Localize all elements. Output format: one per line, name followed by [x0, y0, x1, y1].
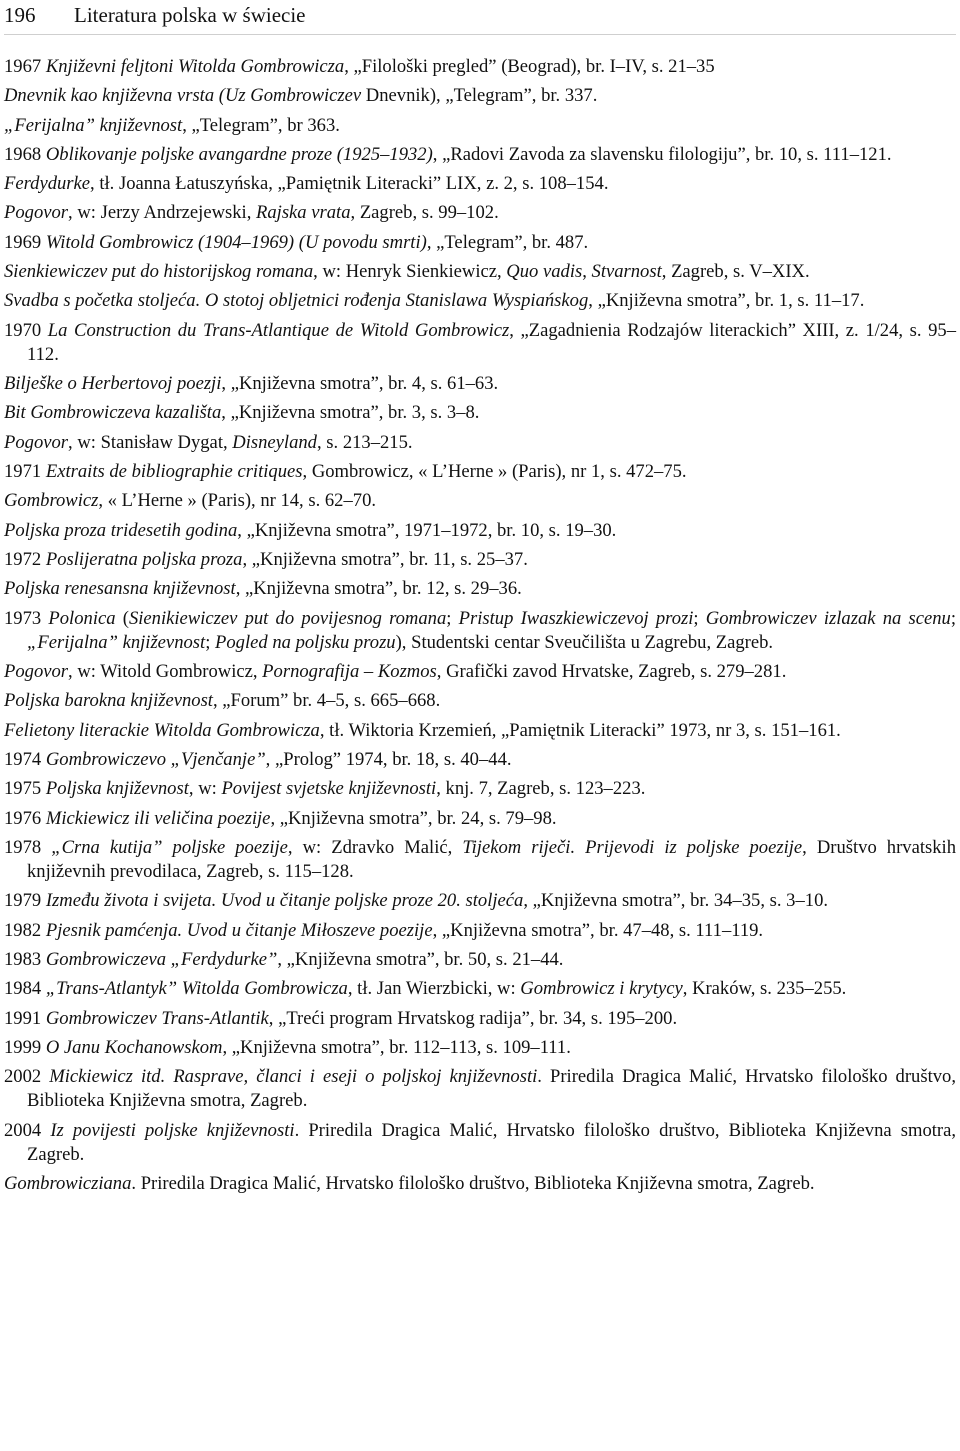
entry-title-italic: „Crna kutija” poljske poezije: [51, 836, 288, 858]
entry-title-italic: Rajska vrata: [256, 202, 351, 224]
entry-title-italic: Književni feljtoni Witolda Gombrowicza: [45, 56, 345, 77]
entry-text: , „Forum” br. 4–5, s. 665–668.: [212, 690, 441, 712]
bibliography-entry: [4, 836, 956, 884]
entry-title-italic: Svadba s početka stoljeća. O stotoj obljetnici rođenja Stanislawa Wyspiańskog: [4, 290, 589, 312]
entry-title-italic: Gombrowicz i krytycy: [520, 978, 683, 1000]
entry-year: 1978: [4, 836, 42, 858]
entry-title-italic: Pornografija – Kozmos: [262, 661, 437, 683]
bibliography-entry: [4, 114, 956, 138]
entry-title-italic: Mickiewicz itd. Rasprave, članci i eseji o poljskoj književnosti: [49, 1066, 538, 1088]
bibliography-entry: [4, 143, 956, 167]
bibliography-entry: [4, 519, 956, 543]
entry-year: 1976: [4, 807, 42, 829]
entry-title-italic: Pogovor: [4, 661, 69, 683]
entry-text: , w:: [188, 778, 222, 800]
bibliography-entry: [4, 319, 956, 367]
entry-year: 1969: [4, 231, 42, 253]
entry-text: , „Književna smotra”, br. 1, s. 11–17.: [588, 290, 865, 312]
entry-title-italic: Gombrowiczevo „Vjenčanje”: [45, 748, 266, 770]
entry-text: ;: [950, 607, 956, 629]
entry-title-italic: Quo vadis: [506, 261, 583, 283]
entry-title-italic: Gombrowiczeva „Ferdydurke”: [45, 948, 278, 970]
entry-title-italic: Poljska proza tridesetih godina: [4, 519, 238, 541]
entry-text: (: [115, 607, 129, 629]
entry-text: ,: [582, 261, 592, 283]
entry-year: 2004: [4, 1119, 42, 1141]
entry-year: 2002: [4, 1066, 42, 1088]
entry-text: ;: [205, 631, 216, 653]
bibliography-entry: [4, 748, 956, 772]
bibliography-entry: [4, 460, 956, 484]
bibliography-entry: [4, 807, 956, 831]
entry-text: , „Filološki pregled” (Beograd), br. I–IV, s. 21–35: [344, 56, 715, 77]
entry-text: , „Književna smotra”, br. 11, s. 25–37.: [242, 548, 528, 570]
entry-text: , Gombrowicz, « L’Herne » (Paris), nr 1, s. 472–75.: [302, 461, 687, 483]
entry-text: , w: Witold Gombrowicz,: [68, 661, 263, 683]
entry-text: , tł. Wiktoria Krzemień, „Pamiętnik Literacki” 1973, nr 3, s. 151–161.: [319, 719, 841, 741]
bibliography-entry: [4, 55, 956, 79]
entry-title-italic: Stvarnost: [591, 261, 662, 283]
bibliography-entry: [4, 1172, 956, 1196]
bibliography-entry: [4, 777, 956, 801]
entry-year: 1982: [4, 919, 42, 941]
entry-title-italic: „Trans-Atlantyk” Witolda Gombrowicza: [45, 978, 348, 1000]
entry-text: , „Treći program Hrvatskog radija”, br. 34, s. 195–200.: [268, 1007, 678, 1029]
entry-text: , „Radovi Zavoda za slavensku filologiju”, br. 10, s. 111–121.: [432, 143, 892, 165]
bibliography-entry: [4, 948, 956, 972]
entry-text: , „Telegram”, br. 487.: [426, 231, 589, 253]
entry-year: 1979: [4, 890, 42, 912]
entry-title-italic: Sienkiewiczev put do historijskog romana: [4, 261, 314, 283]
entry-title-italic: Gombrowicziana: [4, 1173, 132, 1195]
entry-text: , „Prolog” 1974, br. 18, s. 40–44.: [265, 748, 512, 770]
bibliography-entry: [4, 607, 956, 655]
entry-title-italic: Mickiewicz ili veličina poezije: [45, 807, 271, 829]
entry-year: 1999: [4, 1036, 42, 1058]
entry-title-italic: „Ferijalna” književnost: [27, 631, 206, 653]
entry-text: , Društvo hrvatskih književnih prevodilaca, Zagreb, s. 115–128.: [27, 836, 956, 883]
entry-text: , w: Stanisław Dygat,: [68, 431, 233, 453]
entry-text: , Kraków, s. 235–255.: [682, 978, 847, 1000]
entry-text: , knj. 7, Zagreb, s. 123–223.: [436, 778, 646, 800]
bibliography-entry: [4, 1007, 956, 1031]
entry-title-italic: Poljska barokna književnost: [4, 690, 213, 712]
entry-text: , tł. Joanna Łatuszyńska, „Pamiętnik Literacki” LIX, z. 2, s. 108–154.: [90, 173, 609, 195]
entry-text: Dnevnik), „Telegram”, br. 337.: [361, 85, 598, 107]
entry-text: , „Književna smotra”, br. 12, s. 29–36.: [235, 578, 522, 600]
entry-text: , Zagreb, s. 99–102.: [350, 202, 499, 224]
entry-text: , „Književna smotra”, 1971–1972, br. 10, s. 19–30.: [237, 519, 617, 541]
entry-title-italic: Dnevnik kao književna vrsta (Uz Gombrowiczev: [4, 85, 362, 107]
entry-text: , Zagreb, s. V–XIX.: [661, 261, 810, 283]
entry-title-italic: Oblikovanje poljske avangardne proze (1925–1932): [45, 143, 433, 165]
entry-year: 1971: [4, 461, 42, 483]
entry-title-italic: Bilješke o Herbertovoj poezji: [4, 373, 222, 395]
entry-title-italic: Bit Gombrowiczeva kazališta: [4, 402, 222, 424]
entry-title-italic: Gombrowiczev izlazak na scenu: [705, 607, 951, 629]
entry-title-italic: Pristup Iwaszkiewiczevoj prozi: [458, 607, 694, 629]
entry-text: ), Studentski centar Sveučilišta u Zagrebu, Zagreb.: [395, 631, 774, 653]
entry-title-italic: Pogovor: [4, 431, 69, 453]
entry-text: , „Književna smotra”, br. 24, s. 79–98.: [270, 807, 557, 829]
entry-title-italic: Gombrowicz: [4, 490, 99, 512]
entry-title-italic: Felietony literackie Witolda Gombrowicza: [4, 719, 320, 741]
bibliography-entry: [4, 431, 956, 455]
entry-text: , „Književna smotra”, br. 4, s. 61–63.: [221, 373, 499, 395]
bibliography-entry: [4, 372, 956, 396]
entry-title-italic: Povijest svjetske književnosti: [221, 778, 437, 800]
page-number: 196: [4, 3, 36, 27]
entry-text: , „Književna smotra”, br. 47–48, s. 111–119.: [432, 919, 764, 941]
entry-title-italic: Iz povijesti poljske književnosti: [50, 1119, 295, 1141]
entry-title-italic: Pogled na poljsku prozu: [215, 631, 396, 653]
entry-year: 1983: [4, 948, 42, 970]
entry-year: 1967: [4, 56, 42, 77]
bibliography-entry: [4, 889, 956, 913]
entry-text: , „Književna smotra”, br. 34–35, s. 3–10.: [523, 890, 829, 912]
entry-text: . Priredila Dragica Malić, Hrvatsko filološko društvo, Biblioteka Književna smotra, Zagreb.: [27, 1119, 957, 1165]
entry-text: , s. 213–215.: [316, 431, 413, 453]
entry-text: . Priredila Dragica Malić, Hrvatsko filološko društvo, Biblioteka Književna smotra, Zagreb.: [27, 1066, 956, 1112]
entry-text: , Grafički zavod Hrvatske, Zagreb, s. 279–281.: [436, 661, 787, 683]
entry-title-italic: O Janu Kochanowskom: [45, 1036, 223, 1058]
bibliography-entry: [4, 489, 956, 513]
bibliography-entry: [4, 231, 956, 255]
header-divider: [4, 34, 956, 35]
entry-title-italic: La Construction du Trans-Atlantique de Witold Gombrowicz: [47, 319, 510, 341]
entry-title-italic: Gombrowiczev Trans-Atlantik: [45, 1007, 269, 1029]
entry-title-italic: Extraits de bibliographie critiques: [45, 461, 303, 483]
bibliography-entry: [4, 84, 956, 108]
bibliography-entry: [4, 1036, 956, 1060]
bibliography-entry: [4, 719, 956, 743]
bibliography-entry: [4, 1119, 956, 1167]
entry-text: ;: [446, 607, 459, 629]
entry-text: , „Književna smotra”, br. 50, s. 21–44.: [277, 948, 564, 970]
entry-text: , w: Jerzy Andrzejewski,: [68, 202, 256, 224]
entry-text: , w: Henryk Sienkiewicz,: [313, 261, 507, 283]
bibliography-entry: [4, 548, 956, 572]
entry-text: ;: [693, 607, 706, 629]
entry-text: , „Književna smotra”, br. 112–113, s. 109–111.: [222, 1036, 571, 1058]
bibliography-entry: [4, 1065, 956, 1113]
entry-title-italic: Tijekom riječi. Prijevodi iz poljske poezije: [462, 836, 803, 858]
entry-title-italic: Ferdydurke: [4, 173, 91, 195]
entry-year: 1991: [4, 1007, 42, 1029]
bibliography-entry: [4, 689, 956, 713]
entry-title-italic: Polonica: [48, 607, 116, 629]
bibliography-entry: [4, 260, 956, 284]
entry-text: , „Književna smotra”, br. 3, s. 3–8.: [221, 402, 480, 424]
bibliography-entry: [4, 577, 956, 601]
entry-text: , „Zagadnienia Rodzajów literackich” XIII, z. 1/24, s. 95–112.: [27, 319, 956, 365]
entry-title-italic: Pjesnik pamćenja. Uvod u čitanje Miłoszeve poezije: [45, 919, 433, 941]
entry-title-italic: Poljska književnost: [45, 778, 189, 800]
bibliography-entry: [4, 201, 956, 225]
entry-title-italic: „Ferijalna” književnost: [4, 114, 183, 136]
bibliography-entry: [4, 919, 956, 943]
running-title: Literatura polska w świecie: [74, 3, 306, 27]
entry-year: 1974: [4, 748, 42, 770]
entry-title-italic: Witold Gombrowicz (1904–1969) (U povodu smrti): [45, 231, 427, 253]
entry-text: , tł. Jan Wierzbicki, w:: [347, 978, 521, 1000]
entry-text: , „Telegram”, br 363.: [182, 114, 340, 136]
entry-year: 1968: [4, 143, 42, 165]
entry-year: 1970: [4, 319, 42, 341]
entry-title-italic: Sienikiewiczev put do povijesnog romana: [128, 607, 447, 629]
entry-text: , w: Zdravko Malić,: [287, 836, 463, 858]
running-header: [4, 0, 306, 30]
entry-year: 1972: [4, 548, 42, 570]
entry-title-italic: Poslijeratna poljska proza: [45, 548, 243, 570]
entry-title-italic: Poljska renesansna književnost: [4, 578, 236, 600]
bibliography-list: [4, 55, 956, 1201]
entry-year: 1984: [4, 978, 42, 1000]
entry-text: . Priredila Dragica Malić, Hrvatsko filološko društvo, Biblioteka Književna smotra, Zagreb.: [131, 1173, 815, 1195]
entry-title-italic: Disneyland: [232, 431, 317, 453]
bibliography-entry: [4, 172, 956, 196]
bibliography-entry: [4, 289, 956, 313]
entry-title-italic: Pogovor: [4, 202, 69, 224]
bibliography-entry: [4, 977, 956, 1001]
bibliography-entry: [4, 401, 956, 425]
entry-year: 1975: [4, 778, 42, 800]
entry-text: , « L’Herne » (Paris), nr 14, s. 62–70.: [98, 490, 377, 512]
entry-year: 1973: [4, 607, 42, 629]
entry-title-italic: Između života i svijeta. Uvod u čitanje poljske proze 20. stoljeća: [45, 890, 524, 912]
bibliography-entry: [4, 660, 956, 684]
